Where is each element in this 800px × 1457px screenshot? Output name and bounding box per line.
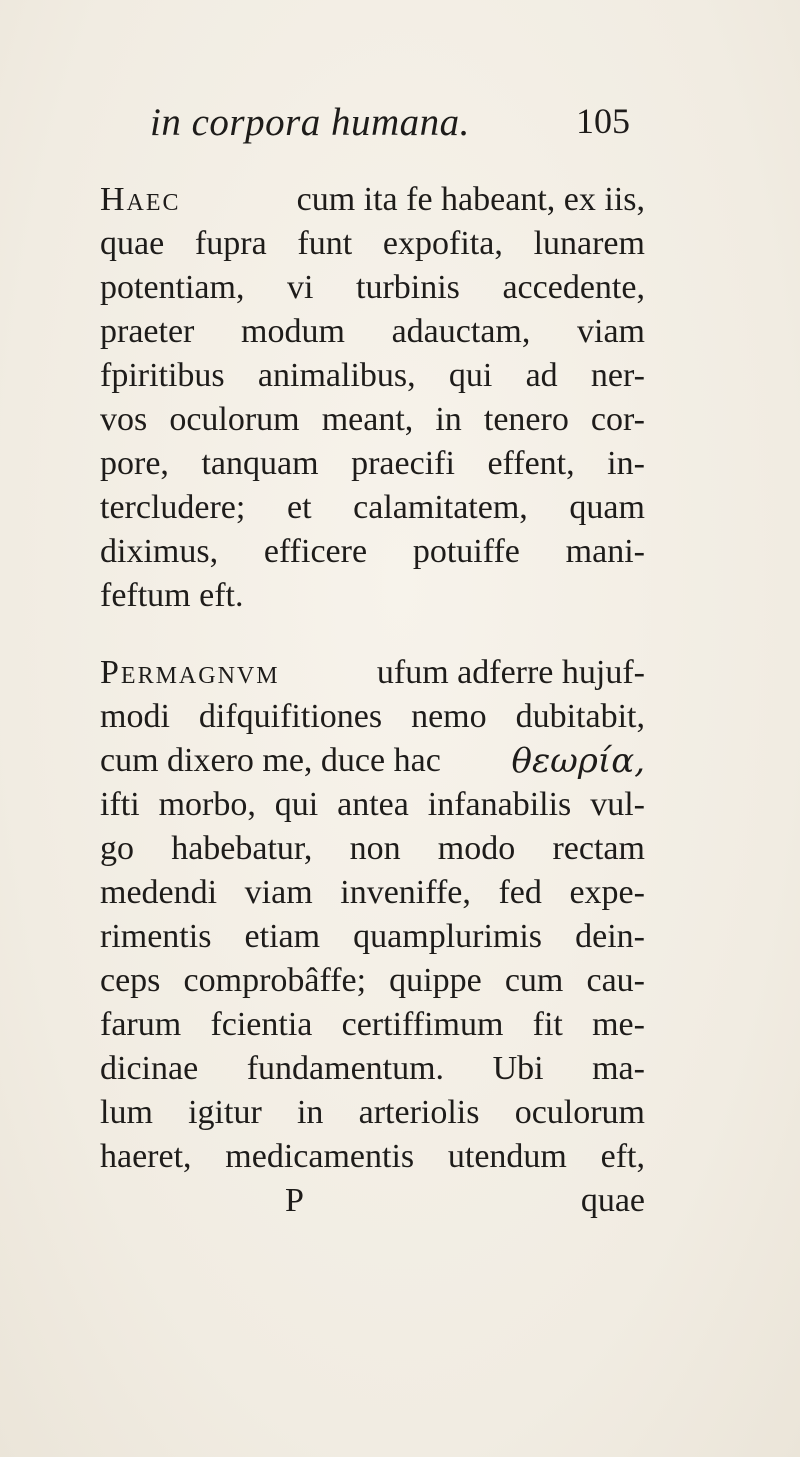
catchword: quae: [580, 1182, 645, 1219]
text-line: rimentis etiam quamplurimis dein-: [100, 918, 645, 955]
paragraph-1: [100, 178, 645, 618]
signature-mark: P: [285, 1182, 304, 1219]
paragraph-initial-word: Haec: [100, 181, 181, 218]
text-line: [100, 651, 645, 695]
line-text: cum dixero me, duce hac: [100, 742, 441, 779]
line-continuation: ufum adferre hujuf-: [376, 654, 645, 691]
page-number: 105: [576, 101, 630, 141]
text-line: fpiritibus animalibus, qui ad ner-: [100, 357, 645, 394]
running-title: in corpora humana.: [150, 101, 470, 144]
paragraph-2: [100, 651, 645, 1179]
text-line: pore, tanquam praecifi effent, in-: [100, 445, 645, 482]
line-continuation: cum ita fe habeant, ex iis,: [296, 181, 645, 218]
text-line: lum igitur in arteriolis oculorum: [100, 1094, 645, 1131]
text-line: tercludere; et calamitatem, quam: [100, 489, 645, 526]
running-head: [150, 100, 630, 160]
text-line: [100, 178, 645, 222]
text-line: ceps comprobâffe; quippe cum cau-: [100, 962, 645, 999]
paragraph-gap: [100, 618, 645, 651]
catchline: [100, 1179, 645, 1223]
text-line: modi difquifitiones nemo dubitabit,: [100, 698, 645, 735]
text-line: medendi viam inveniffe, fed expe-: [100, 874, 645, 911]
text-line: go habebatur, non modo rectam: [100, 830, 645, 867]
text-block: [100, 178, 645, 1223]
text-line: feftum eft.: [100, 577, 244, 614]
text-line: vos oculorum meant, in tenero cor-: [100, 401, 645, 438]
paragraph-initial-word: Permagnvm: [100, 654, 280, 691]
text-line: quae fupra funt expofita, lunarem: [100, 225, 645, 262]
text-line: ifti morbo, qui antea infanabilis vul-: [100, 786, 645, 823]
text-line: [100, 739, 645, 783]
greek-word: θεωρία,: [511, 741, 645, 781]
text-line: farum fcientia certiffimum fit me-: [100, 1006, 645, 1043]
text-line: haeret, medicamentis utendum eft,: [100, 1138, 645, 1175]
text-line: praeter modum adauctam, viam: [100, 313, 645, 350]
text-line: dicinae fundamentum. Ubi ma-: [100, 1050, 645, 1087]
text-line: diximus, efficere potuiffe mani-: [100, 533, 645, 570]
text-line: potentiam, vi turbinis accedente,: [100, 269, 645, 306]
